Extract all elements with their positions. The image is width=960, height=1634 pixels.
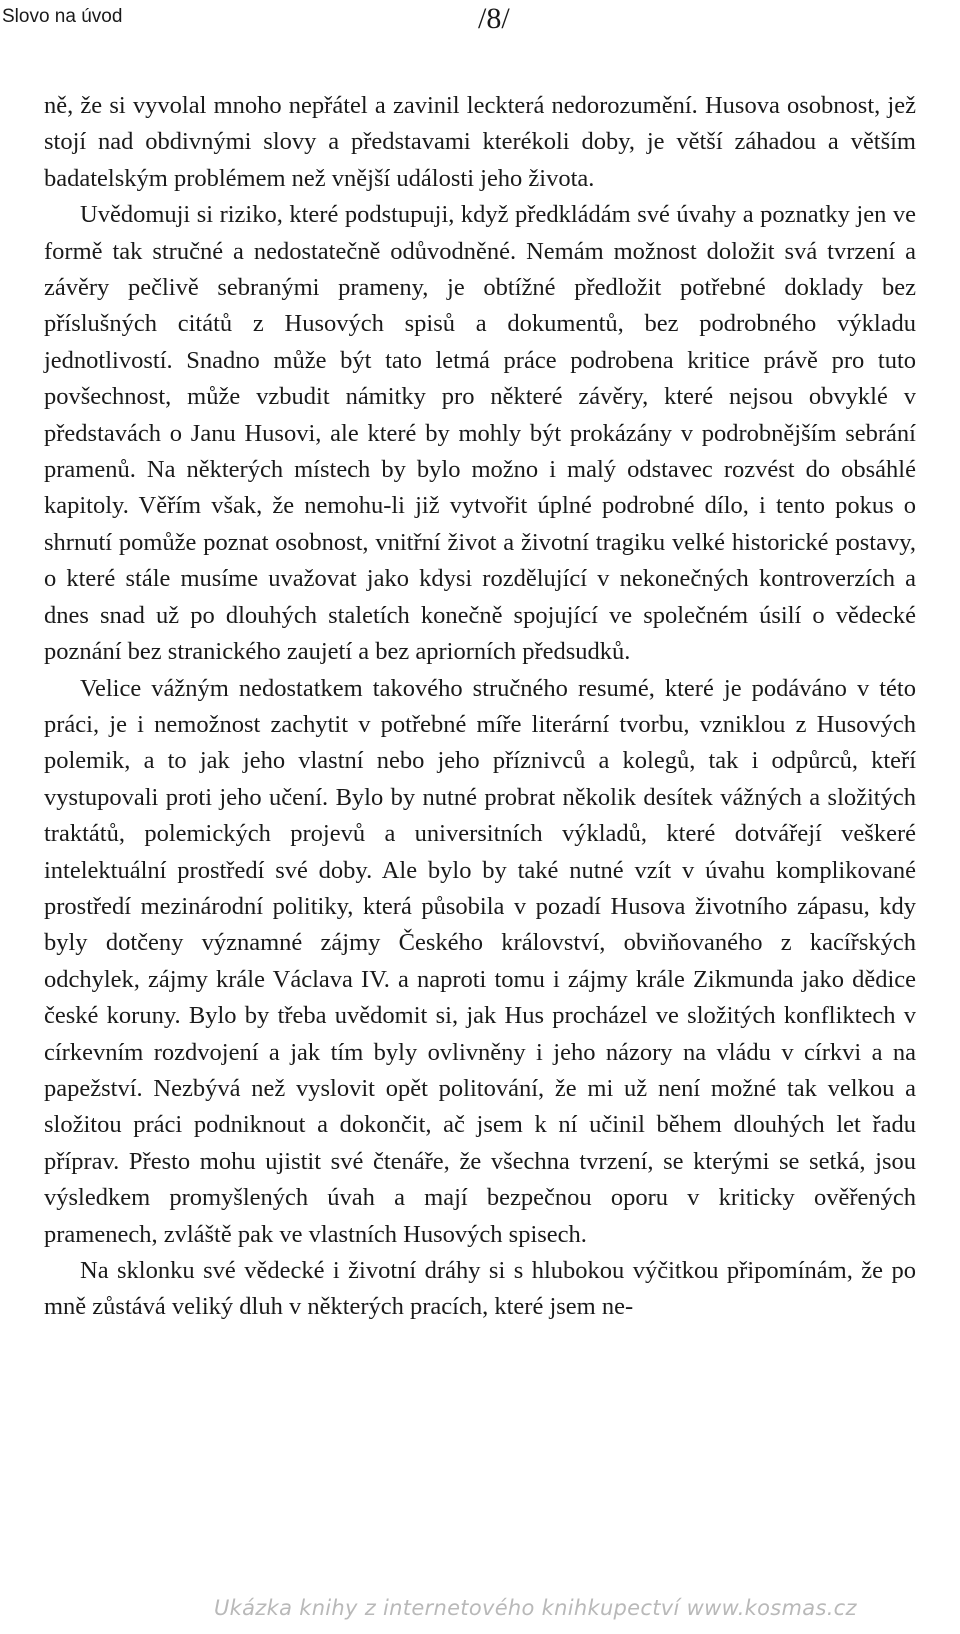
body-text xyxy=(44,88,916,1326)
paragraph: Uvědomuji si riziko, které podstupuji, když předkládám své úvahy a poznatky jen ve formě tak stručné a nedostatečně odůvodněné. Nemám možnost doložit svá tvrzení a závěry pečlivě sebranými prameny, je obtížné předložit potřebné doklady bez příslušných citátů z Husových spisů a dokumentů, bez podrobného výkladu jednotlivostí. Snadno může být tato letmá práce podrobena kritice právě pro tuto povšechnost, může vzbudit námitky pro některé závěry, které nejsou obvyklé v představách o Janu Husovi, ale které by mohly být prokázány v podrobnějším sebrání pramenů. Na některých místech by bylo možno i malý odstavec rozvést do obsáhlé kapitoly. Věřím však, že nemohu-li již vytvořit úplné podrobné dílo, i tento pokus o shrnutí pomůže poznat osobnost, vnitřní život a životní tragiku velké historické postavy, o které stále musíme uvažovat jako kdysi rozdělující v nekonečných kontroverzích a dnes snad už po dlouhých staletích konečně spojující ve společném úsilí o vědecké poznání bez stranického zaujetí a bez apriorních předsudků. xyxy=(44,201,916,666)
section-title: Slovo na úvod xyxy=(2,6,123,27)
paragraph-continuation: ně, že si vyvolal mnoho nepřátel a zavinil leckterá nedorozumění. Husova osobnost, jež stojí nad obdivnými slovy a představami kterékoli doby, je větší záhadou a větším badatelským problémem než vnější události jeho života. xyxy=(44,92,916,192)
paragraph: Na sklonku své vědecké i životní dráhy si s hlubokou výčitkou připomínám, že po mně zůstává veliký dluh v některých pracích, které jsem ne- xyxy=(44,1257,916,1321)
page-number: /8/ xyxy=(478,2,510,35)
paragraph: Velice vážným nedostatkem takového stručného resumé, které je podáváno v této práci, je i nemožnost zachytit v potřebné míře literární tvorbu, vzniklou z Husových polemik, a to jak jeho vlastní nebo jeho příznivců a kolegů, tak i odpůrců, kteří vystupovali proti jeho učení. Bylo by nutné probrat několik desítek vážných a složitých traktátů, polemických projevů a universitních výkladů, které dotvářejí veškeré intelektuální prostředí své doby. Ale bylo by také nutné vzít v úvahu komplikované prostředí mezinárodní politiky, která působila v pozadí Husova životního zápasu, kdy byly dotčeny významné zájmy Českého království, obviňovaného z kacířských odchylek, zájmy krále Václava IV. a naproti tomu i zájmy krále Zikmunda jako dědice české koruny. Bylo by třeba uvědomit si, jak Hus procházel ve složitých konfliktech v církevním rozdvojení a jak tím byly ovlivněny i jeho názory na vládu v církvi a na papežství. Nezbývá než vyslovit opět politování, že mi už není možné tak velkou a složitou práci podniknout a dokončit, ač jsem k ní učinil během dlouhých let řadu příprav. Přesto mohu ujistit své čtenáře, že všechna tvrzení, se kterými se setká, jsou výsledkem promyšlených úvah a mají bezpečnou oporu v kriticky ověřených pramenech, zvláště pak ve vlastních Husových spisech. xyxy=(44,674,916,1248)
running-head xyxy=(0,4,960,38)
watermark: Ukázka knihy z internetového knihkupectví www.kosmas.cz xyxy=(214,1596,857,1620)
